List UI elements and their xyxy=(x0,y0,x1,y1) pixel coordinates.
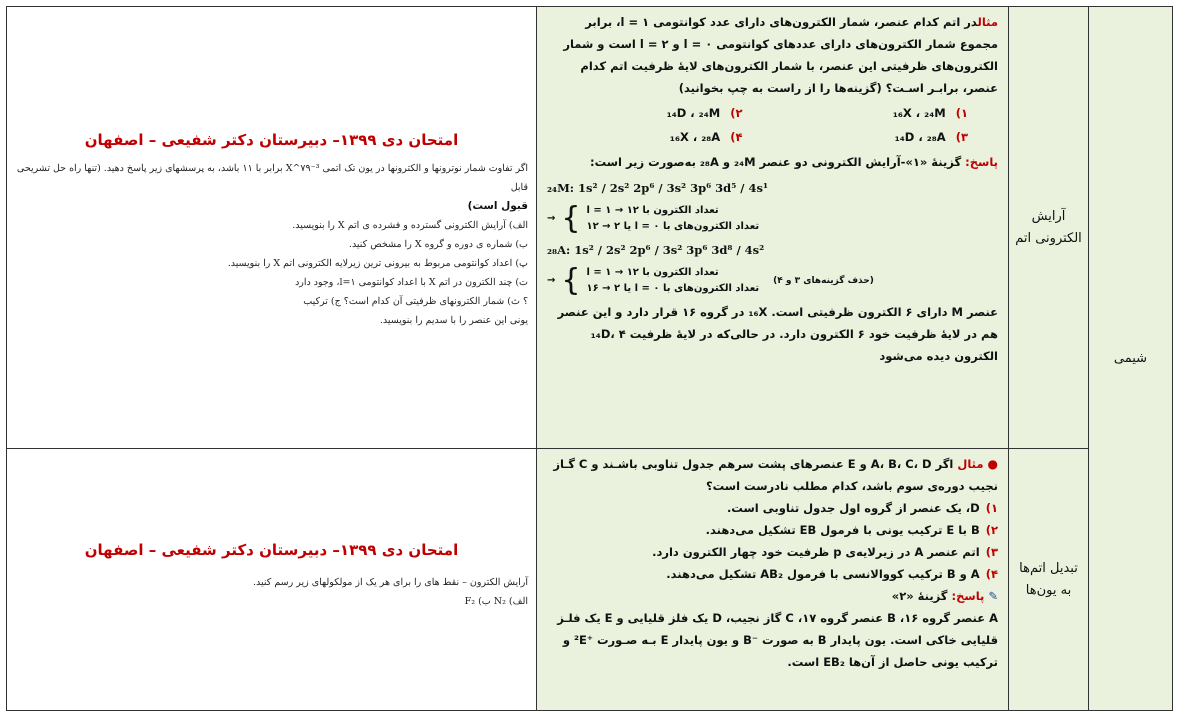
example-cell xyxy=(537,7,1009,449)
brace-icon: { xyxy=(561,263,581,298)
exam-question xyxy=(7,159,536,330)
exam-title: امتحان دی ۱۳۹۹– دبیرستان دکتر شفیعی – اصفهان xyxy=(84,131,459,149)
exam-line: الف) آرایش الکترونی گسترده و فشرده ی اتم X را بنویسید. xyxy=(292,220,528,231)
brace-icon: { xyxy=(561,201,581,236)
option-item: ۱)D، یک عنصر از گروه اول جدول تناوبی است. xyxy=(726,501,998,515)
topic-cell xyxy=(1009,449,1089,711)
topic-cell xyxy=(1009,7,1089,449)
arrow-icon: → xyxy=(547,213,556,224)
topic-line: آرایش xyxy=(1031,208,1066,224)
exam-title: امتحان دی ۱۳۹۹– دبیرستان دکتر شفیعی – اصفهان xyxy=(84,541,459,559)
exam-line: اگر تفاوت شمار نوترونها و الکترونها در یون تک اتمی ³⁻X^۷۹ برابر با ۱۱ باشد، به پرسشهای زیر پاسخ دهید. (تنها راه حل تشریحی قابل xyxy=(16,163,528,193)
example-label: مثال xyxy=(977,15,998,29)
exam-line: ؟ ث) شمار الکترونهای ظرفیتی آن کدام است؟ ج) ترکیب xyxy=(303,296,528,307)
exam-cell xyxy=(7,449,537,711)
exam-line: ت) چند الکترون در اتم X با اعداد کوانتومی l=۱، وجود دارد xyxy=(295,277,528,288)
table-row xyxy=(7,449,1173,711)
option-item: ۲)B با E ترکیب یونی با فرمول EB تشکیل می‌دهند. xyxy=(705,523,998,537)
option-item: ۴)₁₆X ، ₂₈A xyxy=(669,130,743,144)
electron-config-m: ₂₄M: 1s² / 2s² 2p⁶ / 3s² 3p⁶ 3d⁵ / 4s¹ xyxy=(547,181,768,195)
answer-label: پاسخ: xyxy=(951,589,985,603)
exam-line: ب) شماره ی دوره و گروه X را مشخص کنید. xyxy=(348,239,528,250)
option-item: ۴)A و B ترکیب کووالانسی با فرمول AB₂ تشکیل می‌دهند. xyxy=(666,567,998,581)
topic-line: تبدیل اتم‌ها xyxy=(1019,560,1078,576)
option-item: ۳)₁₄D ، ₂₈A xyxy=(894,130,968,144)
exam-line: پ) اعداد کوانتومی مربوط به بیرونی ترین زیرلایه الکترونی اتم X را بنویسید. xyxy=(227,258,528,269)
table-row xyxy=(7,7,1173,449)
options-list xyxy=(547,99,998,151)
m-count: → { تعداد الکترون با l = ۱ → ۱۲ تعداد الکترون‌های با l = ۰ یا ۲ → ۱۲ xyxy=(547,201,760,236)
elimination-note: (حذف گزینه‌های ۳ و ۴) xyxy=(773,276,874,286)
option-item: ۱)₁₆X ، ₂₄M xyxy=(892,106,968,120)
exam-question xyxy=(7,573,536,611)
arrow-icon: → xyxy=(547,275,556,286)
exam-line: قبول است) xyxy=(467,200,528,212)
pencil-icon: ✎ xyxy=(988,589,998,603)
subject-cell xyxy=(1089,7,1173,711)
exam-line: یونی این عنصر را با سدیم را بنویسید. xyxy=(379,315,528,326)
example-question: ●مثال اگر A، B، C، D و E عنصرهای پشت سرهم جدول تناوبی باشـند و C گـاز نجیب دوره‌ی سوم باشد، کدام مطلب نادرست است؟ xyxy=(553,457,998,493)
exam-line: الف) N₂ ب) F₂ xyxy=(464,596,528,607)
option-item: ۳)اتم عنصر A در زیرلایه‌ی p ظرفیت خود چهار الکترون دارد. xyxy=(652,545,998,559)
answer-conclusion: عنصر M دارای ۶ الکترون ظرفیتی است. ₁₆X در گروه ۱۶ قرار دارد و این عنصر هم در لایهٔ ظرفیت خود ۶ الکترون دارد. در حالی‌که در لایهٔ ظرفیت ₁₄D، ۴ الکترون دیده می‌شود xyxy=(557,305,998,363)
answer-heading: پاسخ: گزینهٔ «۱»-آرایش الکترونی دو عنصر ₂₄M و ₂₈A به‌صورت زیر است: xyxy=(589,155,998,169)
exam-cell xyxy=(7,7,537,449)
topic-line: به یون‌ها xyxy=(1025,582,1072,598)
electron-config-a: ₂₈A: 1s² / 2s² 2p⁶ / 3s² 3p⁶ 3d⁸ / 4s² xyxy=(547,243,765,257)
example-question: مثالدر اتم کدام عنصر، شمار الکترون‌های دارای عدد کوانتومی l = ۱، برابر مجموع شمار الکترون‌های دارای عددهای کوانتومی l = ۰ و l = ۲ است و شمار الکترون‌های ظرفیتی این عنصر، با شمار الکترون‌های لایهٔ ظرفیت اتم کدام عنصر، برابـر اسـت؟ (گزینه‌ها را از راست به چپ بخوانید) xyxy=(563,15,998,95)
topic-line: الکترونی اتم xyxy=(1015,230,1082,246)
answer-conclusion: A عنصر گروه ۱۶، B عنصر گروه ۱۷، C گاز نجیب، D یک فلز قلیایی و E یک فلـز قلیایی خاکی است. یون پایدار B به صورت ⁻B و یون پایدار E بـه صـورت ⁺²E و ترکیب یونی حاصل از آن‌ها EB₂ است. xyxy=(557,611,998,669)
answer-label: پاسخ: xyxy=(965,155,998,169)
exam-line: آرایش الکترون – نقط های را برای هر یک از مولکولهای زیر رسم کنید. xyxy=(253,577,528,588)
bullet-icon: ● xyxy=(987,457,998,471)
option-item: ۲)₁₄D ، ₂₄M xyxy=(666,106,743,120)
example-cell xyxy=(537,449,1009,711)
example-label: مثال xyxy=(957,457,984,471)
lesson-table xyxy=(6,6,1173,711)
subject-label: شیمی xyxy=(1113,351,1148,366)
a-count: → { تعداد الکترون با l = ۱ → ۱۲ تعداد الکترون‌های با l = ۰ یا ۲ → ۱۶ (حذف گزینه‌های ۳ و ۴) xyxy=(547,263,874,298)
answer-heading: ✎ پاسخ: گزینهٔ «۲» xyxy=(891,589,998,603)
